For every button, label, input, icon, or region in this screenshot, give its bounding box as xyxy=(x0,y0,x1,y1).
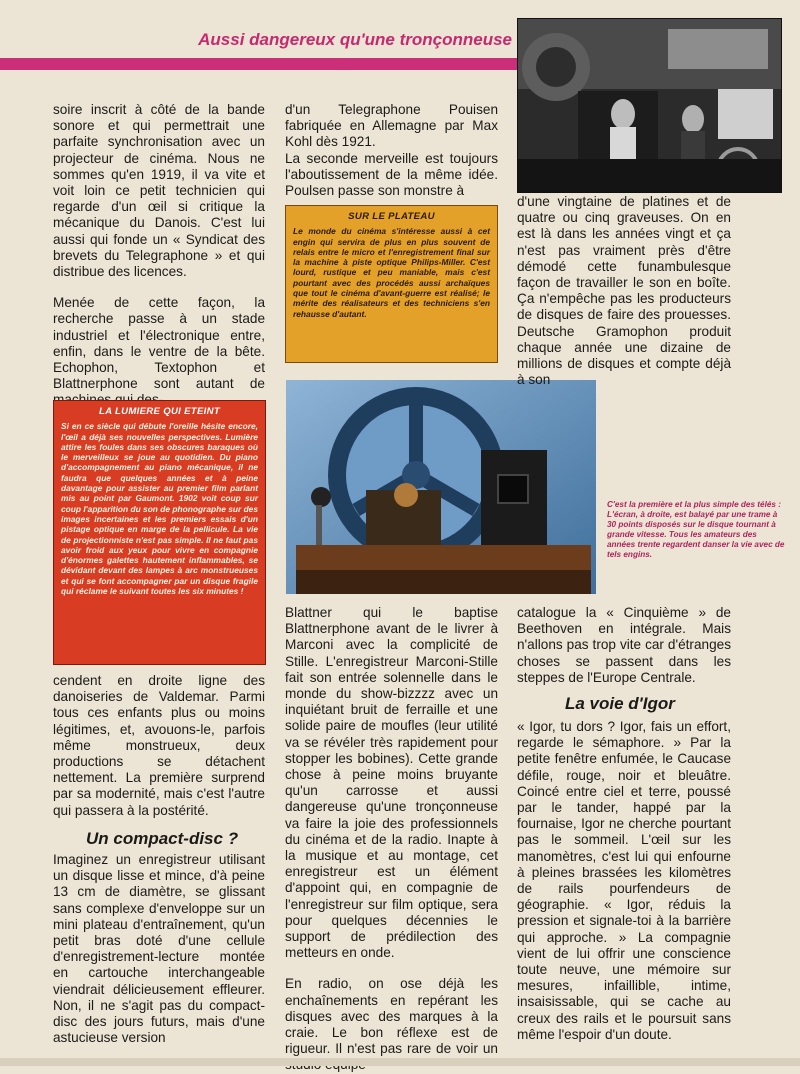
col2-paragraph-4: En radio, on ose déjà les enchaînements en repérant les disques avec des marques à la craie. Le bon réflexe est de rigueur. Il n'est pas rare de voir un xyxy=(285,976,498,1057)
column-2 xyxy=(285,102,498,199)
television-photo-graphic xyxy=(286,380,596,594)
plateau-body: Le monde du cinéma s'intéresse aussi à cet engin qui servira de plus en plus souvent de relais entre le micro et l'enregistrement final sur la machine à piste optique Philips-Miller. C'est lourd, rustique et peu maniable, mais c'est pourtant avec des procédés aussi archaïques que tout le cinéma d'avant-guerre est réalisé; le mérite des réalisateurs et des techniciens s'en rehausse d'autant. xyxy=(293,226,490,319)
col2-paragraph-2: La seconde merveille est toujours l'aboutissement de la même idée. Poulsen passe son monstre à xyxy=(285,150,498,199)
plateau-title: SUR LE PLATEAU xyxy=(348,211,435,222)
page-bottom-edge xyxy=(0,1058,800,1066)
lumiere-body: Si en ce siècle qui débute l'oreille hésite encore, l'œil a déjà ses nouvelles perspectives. Lumière attire les foules dans ses obscures baraques où le merveilleux se joue au quotidien. Du piano d'accompagnement au piano mécanique, il ne faudra que quelques années et à peine davantage pour assister au premier film parlant mis au point par Gaumont. 1902 voit coup sur coup l'apparition du son de phonographe sur des images incertaines et les premiers essais d'un pistage optique en marge de la pellicule. La vie de projectionniste n'est pas simple. Il ne faut pas avoir froid aux yeux pour vivre en compagnie d'énormes galettes hautement inflammables, se dévidant devant des lampes à arc monstrueuses et qui se font accompagner par un disque fragile qui réclame le suivant toutes les six minutes ! xyxy=(61,421,258,597)
subhead-voie-igor: La voie d'Igor xyxy=(565,694,675,713)
studio-photo xyxy=(517,18,782,193)
photo-caption: C'est la première et la plus simple des télés : L'écran, à droite, est balayé par une trame à 30 points disposés sur le disque tournant à grande vitesse. Tous les amateurs des années trente regardent danser la vie avec de tels engins. xyxy=(607,500,785,559)
column-3 xyxy=(517,194,731,388)
header-rule xyxy=(0,58,520,70)
col3-paragraph-3: « Igor, tu dors ? Igor, fais un effort, regarde le sémaphore. » Par la petite fenêtre enfumée, le Caucase défile, rouge, noir et bleuâtre. Coincé entre ciel et terre, poussé par le tander, happé par la fournaise, Igor ne cherche pourtant pas le sommeil. L'œil sur les manomètres, c'est lui qui enfourne à pleines brassées les kilomètres de rails pourfendeurs de géographie. « Igor, réduis la pression et signale-toi à la barrière qui approche. » La compagnie vient de lui offrir une conscience toute neuve, une mémoire sur mesures, infaillible, intime, insaisissable, qui se cache au creux des rails et le poursuit sans même l'espoir d'un doute. xyxy=(517,719,731,1042)
plateau-sidebar xyxy=(285,205,498,363)
page-header-title: Aussi dangereux qu'une tronçonneuse xyxy=(198,30,512,49)
subhead-compact-disc: Un compact-disc ? xyxy=(86,829,239,848)
col3-paragraph-2: catalogue la « Cinquième » de Beethoven en intégrale. Mais n'allons pas trop vite car d'étranges choses se passent dans les steppes de l'Europe Centrale. xyxy=(517,605,731,685)
studio-photo-graphic xyxy=(518,19,781,192)
col1-paragraph-2: Menée de cette façon, la recherche passe à un stade industriel et l'électronique entre, enfin, dans le ventre de la bête. Echophon, Textophon et Blattnerphone sont autant de xyxy=(53,295,265,392)
column-1-bottom xyxy=(53,852,265,1046)
col1-paragraph-3: cendent en droite ligne des danoiseries de Valdemar. Parmi tous ces enfants plus ou moins légitimes, et, avouons-le, parfois même monstrueux, deux productions se détachent nettement. La première surprend par sa modernité, mais c'est l'autre qui passera à la postérité. xyxy=(53,673,265,818)
lumiere-title: LA LUMIERE QUI ETEINT xyxy=(98,406,221,417)
column-2-lower xyxy=(285,605,498,1074)
television-photo xyxy=(286,380,596,594)
column-1-lower xyxy=(53,673,265,819)
column-3-lower xyxy=(517,605,731,686)
col1-paragraph-1: soire inscrit à côté de la bande sonore et qui permettrait une parfaite synchronisation avec un projecteur de cinéma. Nous ne sommes qu'en 1919, il va vite et voit loin ce petit technicien qui regarde d'un œil si critique la mécanique du Danois. C'est lui aussi qui fonde un « Syndicat des brevets du Telegraphone » et qui distribue des licences. xyxy=(53,102,265,280)
col1-paragraph-4: Imaginez un enregistreur utilisant un disque lisse et mince, d'à peine 13 cm de diamètre, se glissant sans complexe d'enveloppe sur un mini plateau d'entraînement, qu'un petit bras doté d'une cellule d'enregistrement-lecture montée en cartouche interchangeable viendrait délicieusement effleurer. Non, il ne s'agit pas du compact-disc des jours futurs, mais d'une astucieuse version xyxy=(53,852,265,1046)
col2-paragraph-1: d'un Telegraphone Pouisen fabriquée en Allemagne par Max Kohl dès 1921. xyxy=(285,102,498,150)
col2-paragraph-3: Blattner qui le baptise Blattnerphone avant de le livrer à Marconi avec la complicité de Stille. L'enregistreur Marconi-Stille fait son entrée solennelle dans le monde du show-bizzzz avec un inquiétant bruit de ferraille et une solide paire de moufles (leur utilité va se révéler très rapidement pour stopper les bobines). Cette grande chose à peine moins bruyante qu'un carrosse et aussi dangereuse qu'une tronçonneuse va faire la joie des professionnels du cinéma et de la radio. Inapte à la musique et au montage, cet enregistreur est un élément d'appoint qui, en compagnie de l'enregistreur sur film optique, sera pour quelques décennies le support de prédilection des metteurs en onde. xyxy=(285,605,498,961)
column-3-bottom xyxy=(517,719,731,1043)
col3-paragraph-1: d'une vingtaine de platines et de quatre ou cinq graveuses. On en est là dans les années vingt et ça n'est pas vraiment près d'être démodé cette funambulesque façon de travailler le son en boîte. Ça n'empêche pas les producteurs de disques de faire des prouesses. Deutsche Gramophon produit chaque année une dizaine de millions de disques et compte déjà à son xyxy=(517,194,731,388)
column-1 xyxy=(53,102,265,409)
lumiere-sidebar xyxy=(53,400,266,665)
